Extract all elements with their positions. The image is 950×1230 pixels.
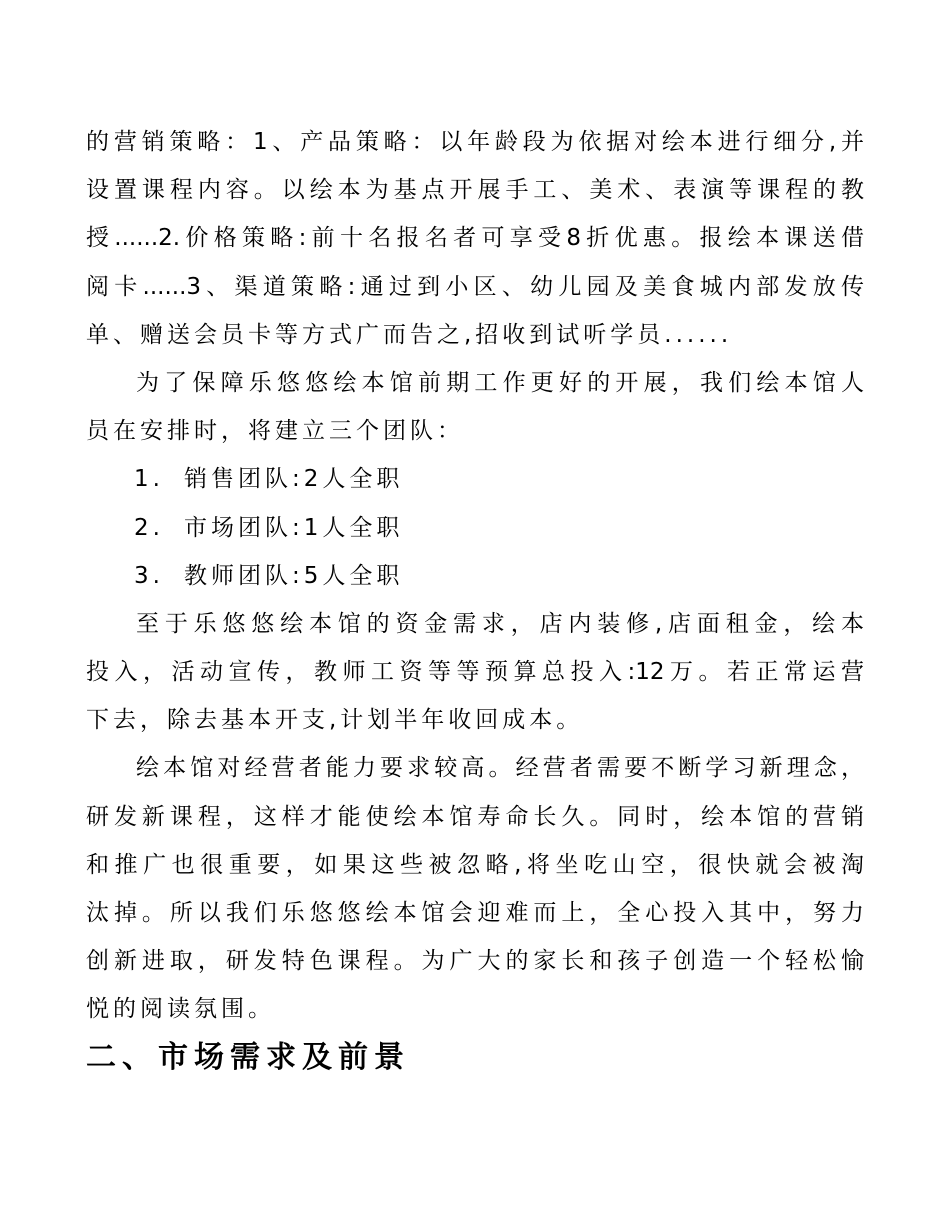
list-number: 1. [134, 466, 164, 493]
list-text: 销售团队:2人全职 [184, 466, 404, 493]
text-line: 研发新课程，这样才能使绘本馆寿命长久。同时，绘本馆的营销 [86, 803, 864, 830]
list-text: 教师团队:5人全职 [184, 562, 404, 589]
paragraph-marketing-strategy [86, 118, 864, 359]
text-line: 下去，除去基本开支,计划半年收回成本。 [86, 707, 584, 734]
text-line: 绘本馆对经营者能力要求较高。经营者需要不断学习新理念， [136, 755, 864, 782]
list-item [86, 504, 864, 552]
text-line: 创新进取，研发特色课程。为广大的家长和孩子创造一个轻松愉 [86, 948, 864, 975]
paragraph-operation [86, 744, 864, 1033]
list-number: 2. [134, 514, 164, 541]
text-line: 为了保障乐悠悠绘本馆前期工作更好的开展，我们绘本馆人 [136, 369, 864, 396]
list-number: 3. [134, 562, 164, 589]
text-line: 授......2.价格策略:前十名报名者可享受8折优惠。报绘本课送借 [86, 225, 864, 252]
list-text: 市场团队:1人全职 [184, 514, 404, 541]
document-body [86, 118, 864, 1034]
text-line: 设置课程内容。以绘本为基点开展手工、美术、表演等课程的教 [86, 177, 864, 204]
text-line: 员在安排时，将建立三个团队： [86, 418, 464, 445]
text-line: 的营销策略：1、产品策略：以年龄段为依据对绘本进行细分,并 [86, 129, 864, 155]
paragraph-funding [86, 600, 864, 745]
text-line: 悦的阅读氛围。 [86, 996, 275, 1023]
text-line: 阅卡......3、渠道策略:通过到小区、幼儿园及美食城内部发放传 [86, 273, 864, 300]
text-line: 至于乐悠悠绘本馆的资金需求，店内装修,店面租金，绘本 [136, 610, 864, 637]
list-item [86, 552, 864, 600]
text-line: 投入，活动宣传，教师工资等等预算总投入:12万。若正常运营 [86, 659, 864, 686]
section-heading: 二、市场需求及前景 [86, 1040, 410, 1075]
text-line: 汰掉。所以我们乐悠悠绘本馆会迎难而上，全心投入其中，努力 [86, 900, 864, 926]
team-list [86, 455, 864, 600]
text-line: 和推广也很重要，如果这些被忽略,将坐吃山空，很快就会被淘 [86, 851, 864, 878]
list-item [86, 455, 864, 503]
paragraph-teams-intro [86, 359, 864, 455]
text-line: 单、赠送会员卡等方式广而告之,招收到试听学员...... [86, 321, 733, 348]
